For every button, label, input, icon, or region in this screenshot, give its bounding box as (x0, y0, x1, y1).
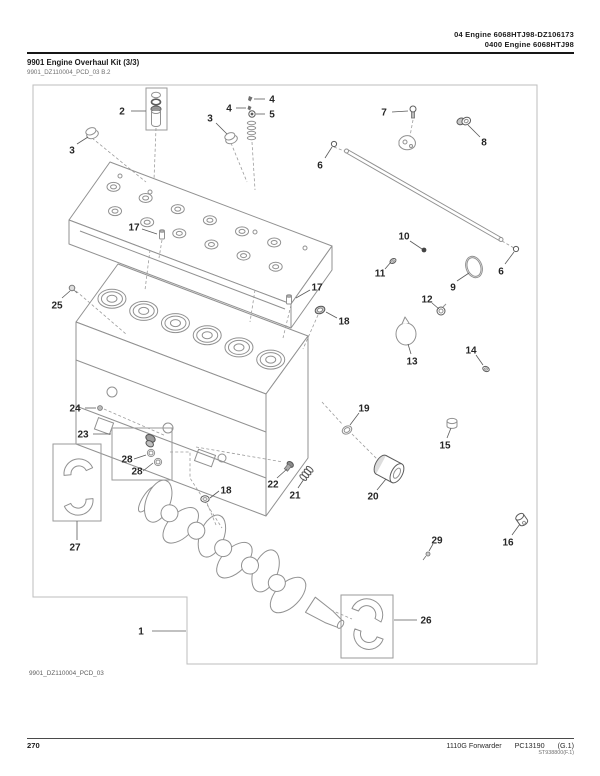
footer-revision: (G.1) (557, 741, 574, 750)
part-12-drawing (437, 304, 446, 315)
callout-10: 10 (398, 231, 410, 243)
page-title: 9901 Engine Overhaul Kit (3/3) (27, 58, 140, 67)
callout-25: 25 (51, 300, 63, 312)
callout-1: 1 (138, 626, 144, 638)
part-20-drawing (371, 453, 406, 485)
callout-6: 6 (317, 160, 323, 172)
footer-page-number: 270 (27, 741, 40, 750)
callout-26: 26 (420, 615, 432, 627)
push-rod-drawing (331, 141, 518, 251)
part-17-right-drawing (287, 295, 292, 304)
header-line2: 0400 Engine 6068HTJ98 (484, 40, 574, 49)
callout-2: 2 (119, 106, 125, 118)
callout-22: 22 (267, 479, 279, 491)
callout-15: 15 (439, 440, 451, 452)
callout-24: 24 (69, 403, 81, 415)
part-7-drawing (410, 106, 416, 118)
part-25-drawing (69, 285, 77, 293)
callout-5: 5 (269, 109, 275, 121)
part-15-drawing (447, 418, 457, 428)
part-9-drawing (463, 254, 486, 280)
callout-18: 18 (220, 485, 232, 497)
callout-3: 3 (207, 113, 213, 125)
callout-13: 13 (406, 356, 418, 368)
callout-28: 28 (121, 454, 133, 466)
callout-3: 3 (69, 145, 75, 157)
callout-18: 18 (338, 316, 350, 328)
part-29-drawing (423, 552, 430, 560)
callout-9: 9 (450, 282, 456, 294)
callout-17: 17 (311, 282, 323, 294)
callout-20: 20 (367, 491, 379, 503)
footer-model: 1110G Forwarder (446, 741, 502, 750)
callout-29: 29 (431, 535, 443, 547)
part-18-right-drawing (314, 305, 326, 315)
part-4-lower-drawing (248, 106, 252, 111)
callout-16: 16 (502, 537, 514, 549)
callout-21: 21 (289, 490, 301, 502)
callout-19: 19 (358, 403, 370, 415)
bearing-shells-27-drawing (61, 456, 96, 519)
callout-23: 23 (77, 429, 89, 441)
footer-publication-info (446, 741, 574, 750)
callout-7: 7 (381, 107, 387, 119)
header-line1: 04 Engine 6068HTJ98-DZ106173 (454, 30, 574, 39)
part-17-left-drawing (160, 230, 165, 239)
footer-publication: PC13190 (514, 741, 545, 750)
figure-caption: 9901_DZ110004_PCD_03 (29, 670, 104, 677)
callout-4: 4 (226, 103, 232, 115)
callout-14: 14 (465, 345, 477, 357)
callout-27: 27 (69, 542, 81, 554)
part-4-upper-drawing (248, 96, 253, 102)
callout-8: 8 (481, 137, 487, 149)
part-10-drawing (422, 248, 427, 253)
footer-rule (27, 738, 574, 739)
part-16-drawing (515, 512, 529, 527)
part-14-drawing (482, 365, 490, 372)
figure-reference: 9901_DZ110004_PCD_03 B.2 (27, 69, 111, 76)
callout-12: 12 (421, 294, 433, 306)
part-11-drawing (389, 257, 397, 264)
part-24-drawing (98, 406, 103, 411)
bearing-shells-26-drawing (352, 599, 383, 650)
callout-11: 11 (374, 268, 386, 280)
part-13-drawing (396, 317, 416, 345)
callout-17: 17 (128, 222, 140, 234)
callout-6: 6 (498, 266, 504, 278)
callout-28: 28 (131, 466, 143, 478)
part-18-bottom-drawing (201, 496, 209, 502)
rocker-arm-drawing (399, 136, 415, 150)
part-19-drawing (341, 424, 353, 436)
part-5-drawing (247, 111, 255, 140)
footer-sheet-code: ST938800(F.1) (538, 750, 574, 756)
part-2-drawing (151, 92, 161, 126)
callout-4: 4 (269, 94, 275, 106)
